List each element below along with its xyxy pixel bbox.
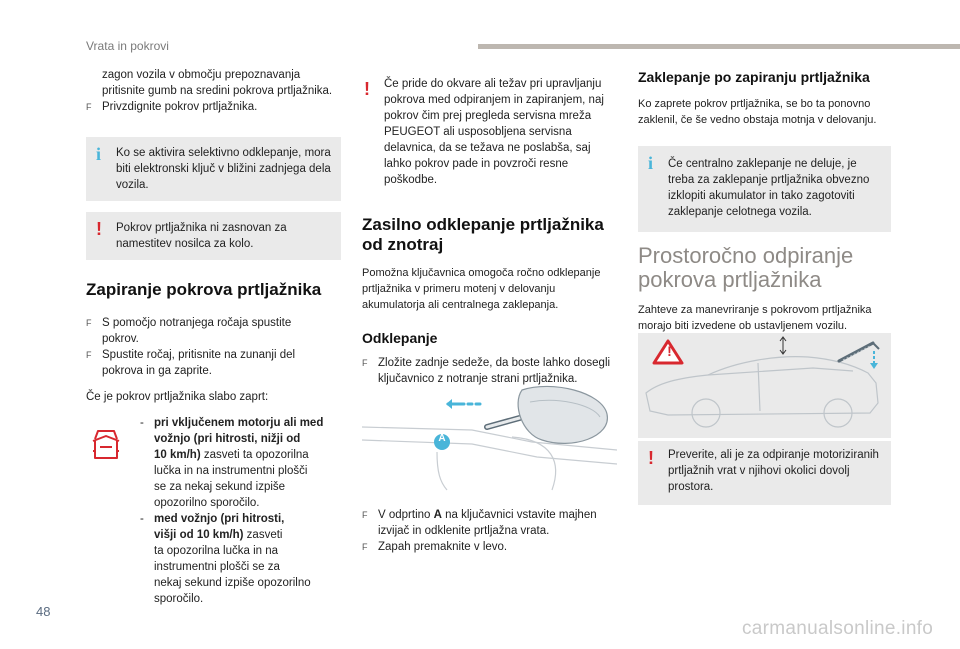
middle-column <box>362 72 617 387</box>
stopped-rest-1: zasveti ta opozorilna <box>200 449 309 461</box>
driving-rest-5: sporočilo. <box>154 593 204 605</box>
bullet-icon: F <box>86 350 92 360</box>
middle-bottom-bullets <box>362 507 617 555</box>
driving-rest-2: ta opozorilna lučka in na <box>154 545 279 557</box>
info-box-central <box>638 146 891 232</box>
bullet-insert-a: A <box>433 509 442 521</box>
driving-rest-4: nekaj sekund izpiše opozorilno <box>154 577 311 589</box>
bullet-icon: F <box>86 318 92 328</box>
heading-relock: Zaklepanje po zapiranju prtljažnika <box>638 69 870 85</box>
heading-handsfree-1: Prostoročno odpiranje <box>638 243 854 268</box>
callout-a-label: A <box>438 433 446 444</box>
bullet-insert <box>362 507 617 539</box>
info-icon: i <box>96 144 102 164</box>
bullet-fold-text: Zložite zadnje sedeže, da boste lahko dosegli ključavnico z notranje strani prtljažnika. <box>378 357 611 385</box>
emergency-intro: Pomožna ključavnica omogoča ročno odklepanje prtljažnika v primeru motenj v delovanju akumulatorja ali centralnega zaklepanja. <box>362 267 601 311</box>
watermark: carmanualsonline.info <box>742 618 934 639</box>
left-column <box>86 60 341 607</box>
intro-line-1: zagon vozila v območju prepoznavanja <box>102 69 301 81</box>
driving-rest-3: instrumentni plošči se za <box>154 561 280 573</box>
bullet-icon: F <box>362 358 368 368</box>
stopped-bold-2: vožnjo (pri hitrosti, nižji od <box>154 433 301 445</box>
bullet-insert-post: na ključavnici vstavite majhen izvijač in odklenite prtljažna vrata. <box>378 509 597 537</box>
bullet-release-text: Spustite ročaj, pritisnite na zunanji del <box>102 349 296 361</box>
info-central-text: Če centralno zaklepanje ne deluje, je treba za zaklepanje prtljažnika obvezno izklopiti akumulator in tako zagotoviti zaklepanje celotnega vozila. <box>668 158 870 218</box>
stopped-rest-2: lučka in na instrumentni plošči <box>154 465 308 477</box>
right-column <box>638 68 891 334</box>
heading-emergency-2: od znotraj <box>362 235 444 254</box>
warning-icon: ! <box>96 219 102 239</box>
bullet-lift-text: Privzdignite pokrov prtljažnika. <box>102 101 258 113</box>
heading-handsfree-2: pokrova prtljažnika <box>638 267 822 292</box>
info-icon: i <box>648 153 654 173</box>
bullet-icon: F <box>86 102 92 112</box>
dash-mark: - <box>140 513 144 525</box>
dash-item-stopped <box>140 415 341 511</box>
header-bar <box>478 44 960 49</box>
section-title: Vrata in pokrovi <box>86 39 169 53</box>
driving-rest-1: zasveti <box>243 529 283 541</box>
stopped-rest-4: opozorilno sporočilo. <box>154 497 260 509</box>
warning-icon: ! <box>648 448 654 468</box>
warning-box-space <box>638 441 891 505</box>
bullet-icon: F <box>362 510 368 520</box>
info-box-text: Ko se aktivira selektivno odklepanje, mora biti elektronski ključ v bližini zadnjega dela vozila. <box>116 147 331 191</box>
page-number: 48 <box>36 604 51 619</box>
bullet-lift <box>86 99 341 115</box>
bullet-release-cont: pokrova in ga zaprite. <box>102 365 212 377</box>
driving-bold-2: višji od 10 km/h) <box>154 529 244 541</box>
intro-line-2: pritisnite gumb na sredini pokrova prtljažnika. <box>102 85 333 97</box>
car-warning-mark: ! <box>667 343 672 359</box>
heading-emergency-1: Zasilno odklepanje prtljažnika <box>362 215 604 234</box>
badly-closed-text: Če je pokrov prtljažnika slabo zaprt: <box>86 391 269 403</box>
handsfree-text: Zahteve za manevriranje s pokrovom prtljažnika morajo biti izvedene ob ustavljenem vozilu. <box>638 304 872 332</box>
warning-box-bike <box>86 212 341 260</box>
bullet-pull <box>86 315 341 331</box>
subheading-unlocking: Odklepanje <box>362 330 438 346</box>
relock-text: Ko zaprete pokrov prtljažnika, se bo ta ponovno zaklenil, če še vedno obstaja motnja v delovanju. <box>638 98 877 126</box>
bullet-latch <box>362 539 617 555</box>
bullet-insert-pre: V odprtino <box>378 509 434 521</box>
dash-mark: - <box>140 417 144 429</box>
driving-bold-1: med vožnjo (pri hitrosti, <box>154 513 285 525</box>
warning-space-text: Preverite, ali je za odpiranje motoriziranih prtljažnih vrat v njihovi okolici dovolj prostora. <box>668 449 879 493</box>
bullet-icon: F <box>362 542 368 552</box>
bullet-pull-cont: pokrov. <box>102 333 139 345</box>
boot-open-warning-icon <box>86 425 126 465</box>
warning-fault-text: Če pride do okvare ali težav pri upravljanju pokrova med odpiranjem in zapiranjem, naj pokrov čim prej pregleda servisna mreža PEUGEOT ali usposobljena servisna delavnica, da se težava ne poslabša, saj lahko pokrov pade in povzroči resne poškodbe. <box>384 78 604 186</box>
info-box-selective <box>86 137 341 201</box>
stopped-rest-3: se za nekaj sekund izpiše <box>154 481 286 493</box>
lock-illustration <box>362 382 617 492</box>
bullet-latch-text: Zapah premaknite v levo. <box>378 541 508 553</box>
warning-box-text: Pokrov prtljažnika ni zasnovan za namestitev nosilca za kolo. <box>116 222 287 250</box>
dash-item-driving <box>140 511 341 607</box>
stopped-bold-3: 10 km/h) <box>154 449 201 461</box>
warning-box-fault <box>362 72 617 188</box>
warning-icon: ! <box>364 79 370 99</box>
bullet-pull-text: S pomočjo notranjega ročaja spustite <box>102 317 292 329</box>
bullet-release <box>86 347 341 363</box>
stopped-bold-1: pri vključenem motorju ali med <box>154 417 324 429</box>
indicator-block <box>86 415 341 607</box>
heading-closing: Zapiranje pokrova prtljažnika <box>86 280 322 299</box>
